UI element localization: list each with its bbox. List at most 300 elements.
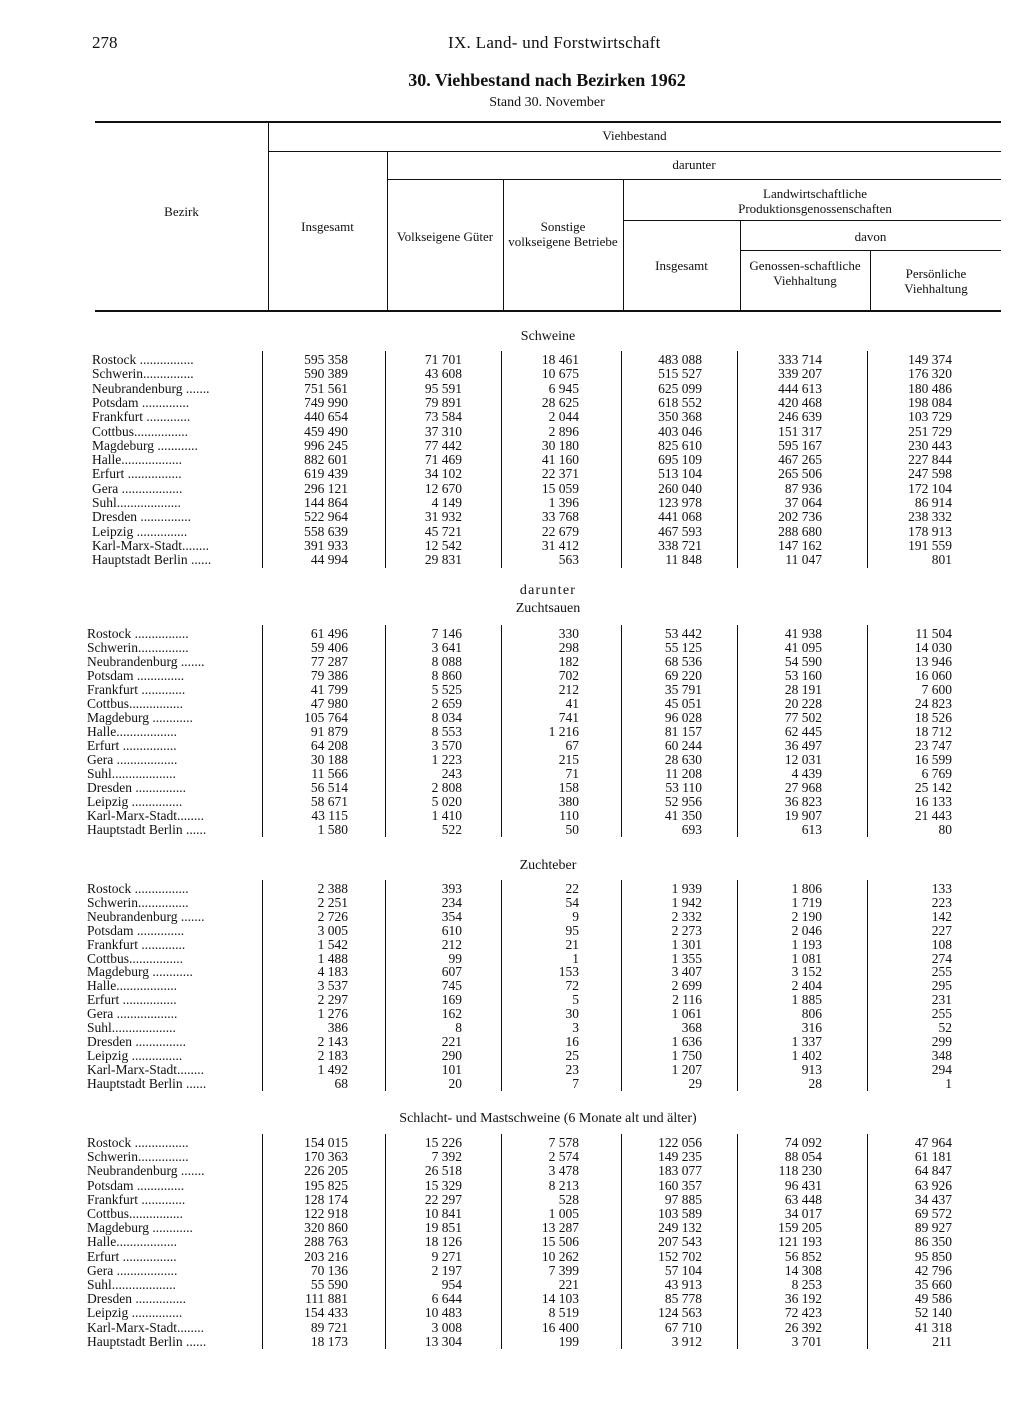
bezirk-label: Erfurt ................ (87, 993, 177, 1007)
cell-persoenlich: 64 847 (914, 1163, 952, 1178)
cell-genossenschaftlich: 444 613 (778, 381, 822, 396)
bezirk-label: Rostock ................ (87, 627, 189, 641)
cell-sonstige-betriebe: 158 (558, 780, 579, 795)
cell-lpg-insgesamt: 149 235 (658, 1149, 702, 1164)
cell-persoenlich: 95 850 (914, 1249, 952, 1264)
cell-insgesamt: 595 358 (304, 352, 348, 367)
bezirk-label: Halle.................. (92, 453, 182, 467)
cell-volkseigene-gueter: 71 701 (424, 352, 462, 367)
cell-insgesamt: 55 590 (310, 1277, 348, 1292)
cell-volkseigene-gueter: 12 542 (424, 538, 462, 553)
table-row (0, 1193, 1024, 1207)
cell-persoenlich: 6 769 (921, 766, 952, 781)
bezirk-label: Frankfurt ............. (87, 683, 186, 697)
section-title: Schweine (520, 329, 576, 344)
table-row (0, 1150, 1024, 1164)
cell-genossenschaftlich: 806 (801, 1006, 822, 1021)
cell-persoenlich: 251 729 (908, 424, 952, 439)
cell-insgesamt: 44 994 (310, 552, 348, 567)
cell-volkseigene-gueter: 22 297 (424, 1192, 462, 1207)
cell-genossenschaftlich: 63 448 (784, 1192, 822, 1207)
cell-volkseigene-gueter: 77 442 (424, 438, 462, 453)
header-vrule-3 (503, 179, 504, 310)
table-row (0, 1335, 1024, 1349)
cell-lpg-insgesamt: 35 791 (664, 682, 702, 697)
cell-sonstige-betriebe: 1 396 (548, 495, 579, 510)
cell-lpg-insgesamt: 1 942 (671, 895, 702, 910)
header-rule-darunter (387, 179, 1001, 180)
cell-volkseigene-gueter: 954 (441, 1277, 462, 1292)
cell-sonstige-betriebe: 563 (558, 552, 579, 567)
cell-genossenschaftlich: 339 207 (778, 366, 822, 381)
cell-insgesamt: 1 492 (317, 1062, 348, 1077)
cell-insgesamt: 882 601 (304, 452, 348, 467)
cell-lpg-insgesamt: 97 885 (664, 1192, 702, 1207)
cell-volkseigene-gueter: 3 008 (431, 1320, 462, 1335)
cell-insgesamt: 77 287 (310, 654, 348, 669)
table-row (0, 823, 1024, 837)
cell-lpg-insgesamt: 52 956 (664, 794, 702, 809)
header-lpg: Landwirtschaftliche Produktionsgenossenschaften (738, 186, 892, 216)
cell-insgesamt: 1 488 (317, 951, 348, 966)
header-bezirk: Bezirk (164, 204, 199, 219)
cell-insgesamt: 89 721 (310, 1320, 348, 1335)
cell-sonstige-betriebe: 741 (558, 710, 579, 725)
cell-lpg-insgesamt: 67 710 (664, 1320, 702, 1335)
table-row (0, 781, 1024, 795)
cell-volkseigene-gueter: 234 (441, 895, 462, 910)
cell-persoenlich: 255 (931, 964, 952, 979)
cell-sonstige-betriebe: 10 675 (541, 366, 579, 381)
cell-lpg-insgesamt: 2 699 (671, 978, 702, 993)
cell-sonstige-betriebe: 25 (565, 1048, 579, 1063)
cell-genossenschaftlich: 41 938 (784, 626, 822, 641)
cell-insgesamt: 459 490 (304, 424, 348, 439)
bezirk-label: Cottbus................ (92, 425, 189, 439)
section-title: Schlacht- und Mastschweine (6 Monate alt und älter) (399, 1111, 697, 1126)
bezirk-label: Potsdam .............. (87, 1179, 185, 1193)
cell-persoenlich: 178 913 (908, 524, 952, 539)
bezirk-label: Frankfurt ............. (87, 1193, 186, 1207)
cell-sonstige-betriebe: 3 478 (548, 1163, 579, 1178)
header-sonstige-volkseigene-betriebe: Sonstige volkseigene Betriebe (508, 219, 618, 249)
cell-persoenlich: 86 914 (914, 495, 952, 510)
bezirk-label: Schwerin............... (87, 896, 189, 910)
cell-sonstige-betriebe: 10 262 (541, 1249, 579, 1264)
cell-sonstige-betriebe: 28 625 (541, 395, 579, 410)
cell-sonstige-betriebe: 22 (565, 881, 579, 896)
bezirk-label: Suhl................... (87, 767, 176, 781)
cell-genossenschaftlich: 316 (801, 1020, 822, 1035)
cell-volkseigene-gueter: 34 102 (424, 466, 462, 481)
cell-volkseigene-gueter: 99 (448, 951, 462, 966)
cell-volkseigene-gueter: 2 197 (431, 1263, 462, 1278)
cell-genossenschaftlich: 88 054 (784, 1149, 822, 1164)
bezirk-label: Erfurt ................ (92, 467, 182, 481)
cell-genossenschaftlich: 1 193 (791, 937, 822, 952)
cell-sonstige-betriebe: 2 574 (548, 1149, 579, 1164)
cell-sonstige-betriebe: 14 103 (541, 1291, 579, 1306)
cell-volkseigene-gueter: 7 146 (431, 626, 462, 641)
cell-genossenschaftlich: 77 502 (784, 710, 822, 725)
cell-genossenschaftlich: 54 590 (784, 654, 822, 669)
cell-insgesamt: 619 439 (304, 466, 348, 481)
cell-volkseigene-gueter: 3 570 (431, 738, 462, 753)
cell-volkseigene-gueter: 5 525 (431, 682, 462, 697)
table-row (0, 910, 1024, 924)
cell-sonstige-betriebe: 110 (559, 808, 579, 823)
cell-insgesamt: 386 (327, 1020, 348, 1035)
cell-lpg-insgesamt: 103 589 (658, 1206, 702, 1221)
cell-insgesamt: 3 537 (317, 978, 348, 993)
header-vrule-4 (623, 179, 624, 310)
cell-persoenlich: 176 320 (908, 366, 952, 381)
cell-persoenlich: 16 133 (914, 794, 952, 809)
cell-genossenschaftlich: 2 190 (791, 909, 822, 924)
header-volkseigene-gueter: Volkseigene Güter (396, 229, 494, 244)
cell-lpg-insgesamt: 467 593 (658, 524, 702, 539)
cell-persoenlich: 227 (931, 923, 952, 938)
cell-lpg-insgesamt: 618 552 (658, 395, 702, 410)
bezirk-label: Magdeburg ............ (87, 711, 193, 725)
bezirk-label: Halle.................. (87, 1235, 177, 1249)
cell-genossenschaftlich: 4 439 (791, 766, 822, 781)
cell-lpg-insgesamt: 122 056 (658, 1135, 702, 1150)
bezirk-label: Leipzig ............... (87, 795, 183, 809)
cell-insgesamt: 105 764 (304, 710, 348, 725)
table-row (0, 1035, 1024, 1049)
cell-insgesamt: 558 639 (304, 524, 348, 539)
cell-persoenlich: 299 (931, 1034, 952, 1049)
cell-volkseigene-gueter: 43 608 (424, 366, 462, 381)
cell-lpg-insgesamt: 1 355 (671, 951, 702, 966)
table-row (0, 496, 1024, 510)
table-row (0, 809, 1024, 823)
cell-insgesamt: 4 183 (317, 964, 348, 979)
bezirk-label: Neubrandenburg ....... (92, 382, 210, 396)
cell-sonstige-betriebe: 702 (558, 668, 579, 683)
bezirk-label: Gera .................. (87, 1264, 178, 1278)
cell-insgesamt: 751 561 (304, 381, 348, 396)
cell-lpg-insgesamt: 45 051 (664, 696, 702, 711)
table-row (0, 1164, 1024, 1178)
table-row (0, 1049, 1024, 1063)
cell-sonstige-betriebe: 1 005 (548, 1206, 579, 1221)
cell-insgesamt: 70 136 (310, 1263, 348, 1278)
cell-sonstige-betriebe: 54 (565, 895, 579, 910)
cell-insgesamt: 56 514 (310, 780, 348, 795)
cell-lpg-insgesamt: 207 543 (658, 1234, 702, 1249)
cell-insgesamt: 1 580 (317, 822, 348, 837)
cell-lpg-insgesamt: 2 273 (671, 923, 702, 938)
cell-sonstige-betriebe: 15 506 (541, 1234, 579, 1249)
cell-sonstige-betriebe: 8 213 (548, 1178, 579, 1193)
cell-sonstige-betriebe: 298 (558, 640, 579, 655)
cell-lpg-insgesamt: 368 (681, 1020, 702, 1035)
table-row (0, 1207, 1024, 1221)
cell-volkseigene-gueter: 8 034 (431, 710, 462, 725)
table-row (0, 410, 1024, 424)
table-subtitle: Stand 30. November (489, 95, 605, 110)
cell-genossenschaftlich: 333 714 (778, 352, 822, 367)
cell-sonstige-betriebe: 182 (558, 654, 579, 669)
table-row (0, 938, 1024, 952)
cell-insgesamt: 3 005 (317, 923, 348, 938)
cell-lpg-insgesamt: 2 332 (671, 909, 702, 924)
cell-volkseigene-gueter: 1 410 (431, 808, 462, 823)
table-title: 30. Viehbestand nach Bezirken 1962 (408, 70, 686, 90)
cell-genossenschaftlich: 2 046 (791, 923, 822, 938)
cell-lpg-insgesamt: 695 109 (658, 452, 702, 467)
cell-persoenlich: 211 (932, 1334, 952, 1349)
cell-lpg-insgesamt: 55 125 (664, 640, 702, 655)
cell-insgesamt: 61 496 (310, 626, 348, 641)
bezirk-label: Hauptstadt Berlin ...... (92, 553, 212, 567)
cell-lpg-insgesamt: 403 046 (658, 424, 702, 439)
bezirk-label: Erfurt ................ (87, 1250, 177, 1264)
cell-sonstige-betriebe: 30 (565, 1006, 579, 1021)
cell-lpg-insgesamt: 3 912 (671, 1334, 702, 1349)
cell-insgesamt: 2 183 (317, 1048, 348, 1063)
cell-genossenschaftlich: 1 719 (791, 895, 822, 910)
cell-insgesamt: 203 216 (304, 1249, 348, 1264)
cell-lpg-insgesamt: 338 721 (658, 538, 702, 553)
cell-persoenlich: 69 572 (914, 1206, 952, 1221)
bezirk-label: Leipzig ............... (87, 1306, 183, 1320)
bezirk-label: Cottbus................ (87, 697, 184, 711)
cell-insgesamt: 996 245 (304, 438, 348, 453)
section-pretitle: darunter (519, 583, 577, 598)
cell-genossenschaftlich: 246 639 (778, 409, 822, 424)
cell-sonstige-betriebe: 13 287 (541, 1220, 579, 1235)
cell-persoenlich: 295 (931, 978, 952, 993)
bezirk-label: Hauptstadt Berlin ...... (87, 823, 207, 837)
cell-lpg-insgesamt: 11 848 (665, 552, 702, 567)
bezirk-label: Dresden ............... (87, 1035, 186, 1049)
cell-persoenlich: 41 318 (914, 1320, 952, 1335)
table-row (0, 539, 1024, 553)
table-row (0, 525, 1024, 539)
cell-lpg-insgesamt: 183 077 (658, 1163, 702, 1178)
bezirk-label: Magdeburg ............ (87, 1221, 193, 1235)
table-row (0, 993, 1024, 1007)
cell-genossenschaftlich: 159 205 (778, 1220, 822, 1235)
cell-insgesamt: 144 864 (304, 495, 348, 510)
cell-persoenlich: 35 660 (914, 1277, 952, 1292)
cell-insgesamt: 1 542 (317, 937, 348, 952)
cell-volkseigene-gueter: 169 (441, 992, 462, 1007)
bezirk-label: Magdeburg ............ (87, 965, 193, 979)
table-row (0, 641, 1024, 655)
cell-volkseigene-gueter: 101 (441, 1062, 462, 1077)
cell-sonstige-betriebe: 8 519 (548, 1305, 579, 1320)
cell-lpg-insgesamt: 1 207 (671, 1062, 702, 1077)
cell-genossenschaftlich: 2 404 (791, 978, 822, 993)
cell-insgesamt: 391 933 (304, 538, 348, 553)
cell-volkseigene-gueter: 8 088 (431, 654, 462, 669)
cell-sonstige-betriebe: 3 (572, 1020, 579, 1035)
cell-insgesamt: 749 990 (304, 395, 348, 410)
bezirk-label: Karl-Marx-Stadt........ (87, 809, 204, 823)
cell-persoenlich: 18 712 (914, 724, 952, 739)
table-row (0, 1278, 1024, 1292)
cell-volkseigene-gueter: 243 (441, 766, 462, 781)
bezirk-label: Schwerin............... (87, 1150, 189, 1164)
cell-volkseigene-gueter: 12 670 (424, 481, 462, 496)
cell-sonstige-betriebe: 199 (558, 1334, 579, 1349)
table-row (0, 1063, 1024, 1077)
cell-genossenschaftlich: 36 497 (784, 738, 822, 753)
cell-sonstige-betriebe: 528 (558, 1192, 579, 1207)
cell-insgesamt: 154 433 (304, 1305, 348, 1320)
cell-genossenschaftlich: 288 680 (778, 524, 822, 539)
bezirk-label: Rostock ................ (92, 353, 194, 367)
bezirk-label: Leipzig ............... (87, 1049, 183, 1063)
cell-persoenlich: 24 823 (914, 696, 952, 711)
cell-persoenlich: 61 181 (914, 1149, 952, 1164)
cell-persoenlich: 63 926 (914, 1178, 952, 1193)
cell-volkseigene-gueter: 15 226 (424, 1135, 462, 1150)
cell-volkseigene-gueter: 393 (441, 881, 462, 896)
cell-volkseigene-gueter: 221 (441, 1034, 462, 1049)
bezirk-label: Magdeburg ............ (92, 439, 198, 453)
cell-persoenlich: 52 140 (914, 1305, 952, 1320)
cell-persoenlich: 172 104 (908, 481, 952, 496)
header-rule-lpg (623, 220, 1001, 221)
cell-volkseigene-gueter: 37 310 (424, 424, 462, 439)
cell-sonstige-betriebe: 153 (558, 964, 579, 979)
cell-volkseigene-gueter: 8 860 (431, 668, 462, 683)
bezirk-label: Neubrandenburg ....... (87, 1164, 205, 1178)
cell-insgesamt: 320 860 (304, 1220, 348, 1235)
cell-genossenschaftlich: 118 230 (778, 1163, 822, 1178)
bezirk-label: Leipzig ............... (92, 525, 188, 539)
cell-lpg-insgesamt: 515 527 (658, 366, 702, 381)
table-row (0, 767, 1024, 781)
bezirk-label: Suhl................... (92, 496, 181, 510)
cell-volkseigene-gueter: 10 841 (424, 1206, 462, 1221)
cell-genossenschaftlich: 1 885 (791, 992, 822, 1007)
header-persoenliche-viehhaltung: Persönliche Viehhaltung (904, 266, 968, 296)
cell-lpg-insgesamt: 513 104 (658, 466, 702, 481)
cell-lpg-insgesamt: 625 099 (658, 381, 702, 396)
cell-genossenschaftlich: 41 095 (784, 640, 822, 655)
table-row (0, 1021, 1024, 1035)
cell-persoenlich: 21 443 (914, 808, 952, 823)
cell-genossenschaftlich: 34 017 (784, 1206, 822, 1221)
bezirk-label: Hauptstadt Berlin ...... (87, 1335, 207, 1349)
cell-persoenlich: 89 927 (914, 1220, 952, 1235)
cell-insgesamt: 111 881 (305, 1291, 348, 1306)
section-title: Zuchtsauen (515, 601, 581, 616)
cell-volkseigene-gueter: 9 271 (431, 1249, 462, 1264)
cell-lpg-insgesamt: 53 442 (664, 626, 702, 641)
cell-sonstige-betriebe: 7 578 (548, 1135, 579, 1150)
page-number: 278 (92, 33, 118, 52)
table-row (0, 697, 1024, 711)
cell-volkseigene-gueter: 18 126 (424, 1234, 462, 1249)
cell-persoenlich: 80 (938, 822, 952, 837)
cell-persoenlich: 247 598 (908, 466, 952, 481)
cell-genossenschaftlich: 19 907 (784, 808, 822, 823)
cell-persoenlich: 16 599 (914, 752, 952, 767)
table-row (0, 952, 1024, 966)
section-title: Zuchteber (519, 858, 577, 873)
cell-persoenlich: 14 030 (914, 640, 952, 655)
header-vrule-1 (268, 121, 269, 310)
cell-volkseigene-gueter: 79 891 (424, 395, 462, 410)
cell-insgesamt: 2 251 (317, 895, 348, 910)
cell-sonstige-betriebe: 95 (565, 923, 579, 938)
cell-volkseigene-gueter: 15 329 (424, 1178, 462, 1193)
cell-genossenschaftlich: 72 423 (784, 1305, 822, 1320)
table-row (0, 439, 1024, 453)
cell-volkseigene-gueter: 71 469 (424, 452, 462, 467)
cell-lpg-insgesamt: 1 301 (671, 937, 702, 952)
cell-lpg-insgesamt: 3 407 (671, 964, 702, 979)
header-top-rule (95, 121, 1001, 123)
table-row (0, 1264, 1024, 1278)
cell-genossenschaftlich: 3 701 (791, 1334, 822, 1349)
cell-sonstige-betriebe: 23 (565, 1062, 579, 1077)
bezirk-label: Frankfurt ............. (92, 410, 191, 424)
cell-sonstige-betriebe: 41 (565, 696, 579, 711)
bezirk-label: Neubrandenburg ....... (87, 655, 205, 669)
cell-genossenschaftlich: 1 402 (791, 1048, 822, 1063)
cell-genossenschaftlich: 121 193 (778, 1234, 822, 1249)
cell-lpg-insgesamt: 53 110 (665, 780, 702, 795)
cell-sonstige-betriebe: 18 461 (541, 352, 579, 367)
bezirk-label: Halle.................. (87, 979, 177, 993)
cell-insgesamt: 226 205 (304, 1163, 348, 1178)
table-row (0, 1292, 1024, 1306)
cell-genossenschaftlich: 74 092 (784, 1135, 822, 1150)
cell-lpg-insgesamt: 441 068 (658, 509, 702, 524)
bezirk-label: Cottbus................ (87, 1207, 184, 1221)
table-row (0, 965, 1024, 979)
cell-volkseigene-gueter: 31 932 (424, 509, 462, 524)
cell-lpg-insgesamt: 1 636 (671, 1034, 702, 1049)
cell-sonstige-betriebe: 16 (565, 1034, 579, 1049)
cell-volkseigene-gueter: 45 721 (424, 524, 462, 539)
table-row (0, 482, 1024, 496)
cell-volkseigene-gueter: 2 659 (431, 696, 462, 711)
cell-genossenschaftlich: 12 031 (784, 752, 822, 767)
cell-sonstige-betriebe: 67 (565, 738, 579, 753)
cell-lpg-insgesamt: 693 (681, 822, 702, 837)
cell-volkseigene-gueter: 354 (441, 909, 462, 924)
table-row (0, 553, 1024, 567)
cell-persoenlich: 16 060 (914, 668, 952, 683)
cell-volkseigene-gueter: 610 (441, 923, 462, 938)
cell-insgesamt: 18 173 (310, 1334, 348, 1349)
cell-insgesamt: 1 276 (317, 1006, 348, 1021)
table-row (0, 1179, 1024, 1193)
header-davon: davon (854, 229, 887, 244)
bezirk-label: Frankfurt ............. (87, 938, 186, 952)
cell-sonstige-betriebe: 330 (558, 626, 579, 641)
cell-persoenlich: 86 350 (914, 1234, 952, 1249)
header-viehbestand: Viehbestand (602, 128, 667, 143)
cell-insgesamt: 79 386 (310, 668, 348, 683)
cell-genossenschaftlich: 613 (801, 822, 822, 837)
cell-insgesamt: 47 980 (310, 696, 348, 711)
table-row (0, 655, 1024, 669)
bezirk-label: Schwerin............... (87, 641, 189, 655)
cell-lpg-insgesamt: 69 220 (664, 668, 702, 683)
cell-sonstige-betriebe: 15 059 (541, 481, 579, 496)
cell-genossenschaftlich: 87 936 (784, 481, 822, 496)
